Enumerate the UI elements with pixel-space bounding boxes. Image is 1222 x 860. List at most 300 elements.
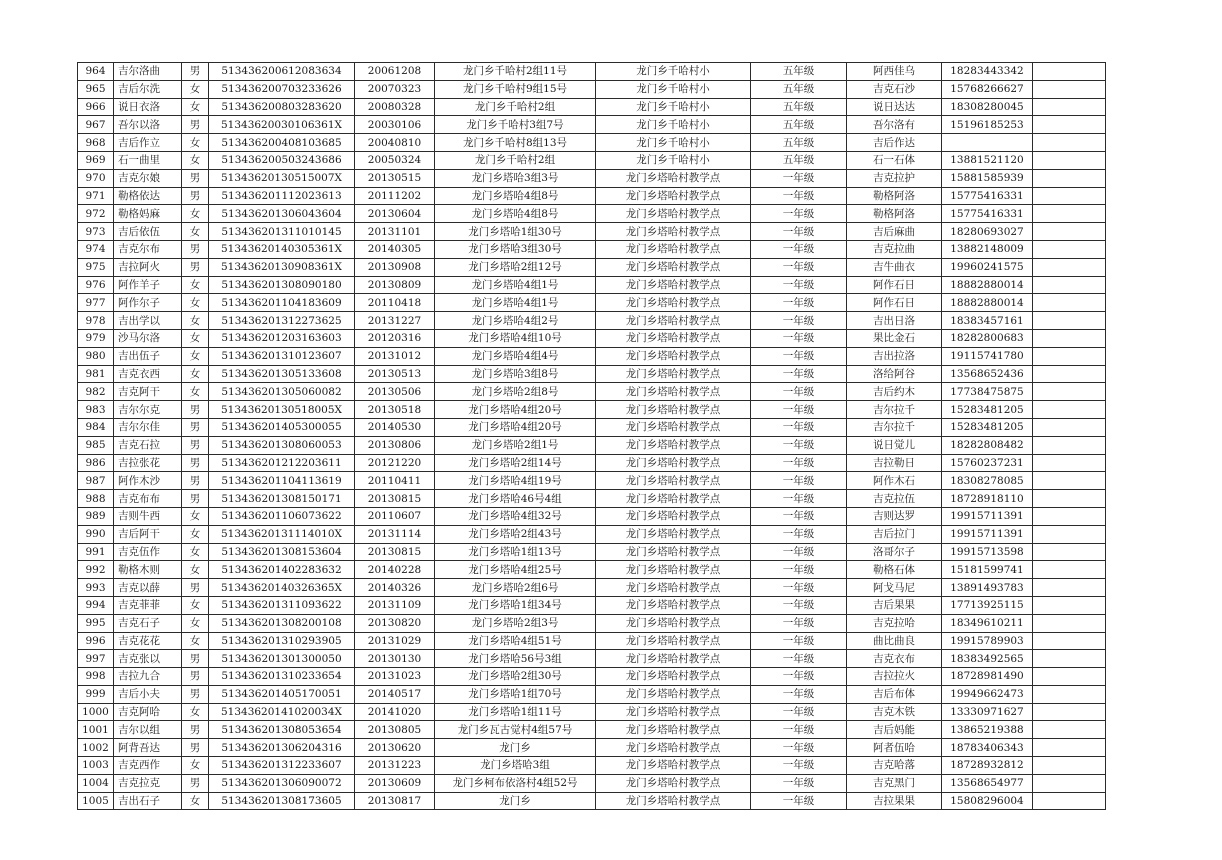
empty-cell xyxy=(1033,596,1106,614)
address-cell: 龙门乡塔哈3组8号 xyxy=(435,365,596,383)
grade-cell: 一年级 xyxy=(751,258,847,276)
birth-date-cell: 20130515 xyxy=(355,169,435,187)
school-cell: 龙门乡千哈村小 xyxy=(596,134,751,152)
phone-number-cell: 17738475875 xyxy=(942,383,1033,401)
birth-date-cell: 20130806 xyxy=(355,436,435,454)
row-number-cell: 965 xyxy=(78,80,114,98)
grade-cell: 一年级 xyxy=(751,507,847,525)
school-cell: 龙门乡塔哈村教学点 xyxy=(596,632,751,650)
gender-cell: 女 xyxy=(182,614,209,632)
school-cell: 龙门乡塔哈村教学点 xyxy=(596,685,751,703)
grade-cell: 一年级 xyxy=(751,703,847,721)
id-number-cell: 513436200408103685 xyxy=(209,134,355,152)
row-number-cell: 966 xyxy=(78,98,114,116)
id-number-cell: 513436201104183609 xyxy=(209,294,355,312)
row-number-cell: 982 xyxy=(78,383,114,401)
phone-number-cell: 18728918110 xyxy=(942,490,1033,508)
empty-cell xyxy=(1033,668,1106,686)
guardian-name-cell: 吉克木铁 xyxy=(847,703,942,721)
phone-number-cell: 18383457161 xyxy=(942,312,1033,330)
id-number-cell: 513436201312273625 xyxy=(209,312,355,330)
guardian-name-cell: 吉克衣布 xyxy=(847,650,942,668)
gender-cell: 女 xyxy=(182,329,209,347)
address-cell: 龙门乡塔哈1组11号 xyxy=(435,703,596,721)
row-number-cell: 1004 xyxy=(78,774,114,792)
grade-cell: 五年级 xyxy=(751,80,847,98)
table-row xyxy=(78,579,1106,597)
guardian-name-cell: 吉拉果果 xyxy=(847,792,942,810)
address-cell: 龙门乡塔哈3组3号 xyxy=(435,169,596,187)
phone-number-cell: 18728932812 xyxy=(942,757,1033,775)
row-number-cell: 984 xyxy=(78,418,114,436)
address-cell: 龙门乡 xyxy=(435,792,596,810)
address-cell: 龙门乡塔哈4组51号 xyxy=(435,632,596,650)
grade-cell: 一年级 xyxy=(751,365,847,383)
address-cell: 龙门乡千哈村2组11号 xyxy=(435,63,596,81)
birth-date-cell: 20130620 xyxy=(355,739,435,757)
birth-date-cell: 20130609 xyxy=(355,774,435,792)
gender-cell: 男 xyxy=(182,579,209,597)
school-cell: 龙门乡千哈村小 xyxy=(596,80,751,98)
address-cell: 龙门乡塔哈1组30号 xyxy=(435,223,596,241)
row-number-cell: 992 xyxy=(78,561,114,579)
empty-cell xyxy=(1033,169,1106,187)
table-row xyxy=(78,240,1106,258)
student-name-cell: 吉尔尔佳 xyxy=(114,418,182,436)
grade-cell: 一年级 xyxy=(751,312,847,330)
table-row xyxy=(78,490,1106,508)
grade-cell: 一年级 xyxy=(751,454,847,472)
student-name-cell: 吉克尔娘 xyxy=(114,169,182,187)
student-name-cell: 吉克菲菲 xyxy=(114,596,182,614)
student-name-cell: 阿作尔子 xyxy=(114,294,182,312)
empty-cell xyxy=(1033,543,1106,561)
row-number-cell: 990 xyxy=(78,525,114,543)
empty-cell xyxy=(1033,116,1106,134)
address-cell: 龙门乡千哈村3组7号 xyxy=(435,116,596,134)
gender-cell: 女 xyxy=(182,294,209,312)
birth-date-cell: 20130805 xyxy=(355,721,435,739)
grade-cell: 一年级 xyxy=(751,169,847,187)
birth-date-cell: 20131223 xyxy=(355,757,435,775)
birth-date-cell: 20130130 xyxy=(355,650,435,668)
id-number-cell: 513436201310293905 xyxy=(209,632,355,650)
grade-cell: 一年级 xyxy=(751,205,847,223)
id-number-cell: 513436201308153604 xyxy=(209,543,355,561)
phone-number-cell: 19115741780 xyxy=(942,347,1033,365)
table-row xyxy=(78,80,1106,98)
gender-cell: 男 xyxy=(182,685,209,703)
id-number-cell: 513436201310123607 xyxy=(209,347,355,365)
id-number-cell: 513436201306043604 xyxy=(209,205,355,223)
school-cell: 龙门乡塔哈村教学点 xyxy=(596,347,751,365)
empty-cell xyxy=(1033,294,1106,312)
row-number-cell: 977 xyxy=(78,294,114,312)
grade-cell: 一年级 xyxy=(751,436,847,454)
birth-date-cell: 20140228 xyxy=(355,561,435,579)
empty-cell xyxy=(1033,98,1106,116)
phone-number-cell: 19915713598 xyxy=(942,543,1033,561)
id-number-cell: 513436201308090180 xyxy=(209,276,355,294)
guardian-name-cell: 阿作石日 xyxy=(847,276,942,294)
guardian-name-cell: 吉后作达 xyxy=(847,134,942,152)
address-cell: 龙门乡塔哈2组3号 xyxy=(435,614,596,632)
phone-number-cell: 15181599741 xyxy=(942,561,1033,579)
school-cell: 龙门乡塔哈村教学点 xyxy=(596,436,751,454)
grade-cell: 一年级 xyxy=(751,774,847,792)
table-row xyxy=(78,525,1106,543)
empty-cell xyxy=(1033,418,1106,436)
school-cell: 龙门乡塔哈村教学点 xyxy=(596,294,751,312)
student-name-cell: 吉克张以 xyxy=(114,650,182,668)
empty-cell xyxy=(1033,757,1106,775)
row-number-cell: 979 xyxy=(78,329,114,347)
table-row xyxy=(78,134,1106,152)
row-number-cell: 1005 xyxy=(78,792,114,810)
grade-cell: 一年级 xyxy=(751,650,847,668)
student-name-cell: 吉克尔布 xyxy=(114,240,182,258)
birth-date-cell: 20131029 xyxy=(355,632,435,650)
table-row xyxy=(78,543,1106,561)
student-name-cell: 吉克阿哈 xyxy=(114,703,182,721)
table-row xyxy=(78,205,1106,223)
row-number-cell: 968 xyxy=(78,134,114,152)
empty-cell xyxy=(1033,614,1106,632)
student-name-cell: 勒格依达 xyxy=(114,187,182,205)
guardian-name-cell: 阿戈马尼 xyxy=(847,579,942,597)
birth-date-cell: 20130809 xyxy=(355,276,435,294)
phone-number-cell: 15760237231 xyxy=(942,454,1033,472)
school-cell: 龙门乡塔哈村教学点 xyxy=(596,454,751,472)
id-number-cell: 513436201312233607 xyxy=(209,757,355,775)
roster-body xyxy=(78,63,1106,810)
phone-number-cell: 15881585939 xyxy=(942,169,1033,187)
grade-cell: 一年级 xyxy=(751,383,847,401)
id-number-cell: 513436201305060082 xyxy=(209,383,355,401)
empty-cell xyxy=(1033,365,1106,383)
school-cell: 龙门乡塔哈村教学点 xyxy=(596,383,751,401)
birth-date-cell: 20111202 xyxy=(355,187,435,205)
table-row xyxy=(78,472,1106,490)
id-number-cell: 513436200503243686 xyxy=(209,151,355,169)
address-cell: 龙门乡塔哈1组70号 xyxy=(435,685,596,703)
student-name-cell: 吉尔以组 xyxy=(114,721,182,739)
row-number-cell: 996 xyxy=(78,632,114,650)
id-number-cell: 513436201203163603 xyxy=(209,329,355,347)
school-cell: 龙门乡塔哈村教学点 xyxy=(596,525,751,543)
id-number-cell: 513436201308200108 xyxy=(209,614,355,632)
phone-number-cell: 19949662473 xyxy=(942,685,1033,703)
grade-cell: 一年级 xyxy=(751,294,847,312)
row-number-cell: 998 xyxy=(78,668,114,686)
table-row xyxy=(78,792,1106,810)
address-cell: 龙门乡塔哈3组 xyxy=(435,757,596,775)
table-row xyxy=(78,436,1106,454)
empty-cell xyxy=(1033,490,1106,508)
gender-cell: 女 xyxy=(182,312,209,330)
phone-number-cell: 18349610211 xyxy=(942,614,1033,632)
birth-date-cell: 20050324 xyxy=(355,151,435,169)
grade-cell: 一年级 xyxy=(751,668,847,686)
student-name-cell: 吉拉九合 xyxy=(114,668,182,686)
school-cell: 龙门乡塔哈村教学点 xyxy=(596,774,751,792)
address-cell: 龙门乡塔哈2组14号 xyxy=(435,454,596,472)
table-row xyxy=(78,312,1106,330)
address-cell: 龙门乡塔哈4组8号 xyxy=(435,187,596,205)
address-cell: 龙门乡塔哈2组30号 xyxy=(435,668,596,686)
gender-cell: 男 xyxy=(182,258,209,276)
birth-date-cell: 20130820 xyxy=(355,614,435,632)
gender-cell: 女 xyxy=(182,525,209,543)
row-number-cell: 971 xyxy=(78,187,114,205)
grade-cell: 一年级 xyxy=(751,721,847,739)
guardian-name-cell: 果比金石 xyxy=(847,329,942,347)
phone-number-cell: 18282800683 xyxy=(942,329,1033,347)
school-cell: 龙门乡塔哈村教学点 xyxy=(596,490,751,508)
table-row xyxy=(78,365,1106,383)
gender-cell: 男 xyxy=(182,668,209,686)
guardian-name-cell: 吉克石沙 xyxy=(847,80,942,98)
school-cell: 龙门乡塔哈村教学点 xyxy=(596,258,751,276)
gender-cell: 男 xyxy=(182,401,209,419)
phone-number-cell: 13865219388 xyxy=(942,721,1033,739)
guardian-name-cell: 吉克拉哈 xyxy=(847,614,942,632)
id-number-cell: 513436201310233654 xyxy=(209,668,355,686)
gender-cell: 男 xyxy=(182,63,209,81)
row-number-cell: 1001 xyxy=(78,721,114,739)
empty-cell xyxy=(1033,579,1106,597)
id-number-cell: 513436201104113619 xyxy=(209,472,355,490)
table-row xyxy=(78,383,1106,401)
empty-cell xyxy=(1033,792,1106,810)
id-number-cell: 513436201106073622 xyxy=(209,507,355,525)
address-cell: 龙门乡塔哈2组12号 xyxy=(435,258,596,276)
grade-cell: 一年级 xyxy=(751,276,847,294)
student-name-cell: 吉克衣西 xyxy=(114,365,182,383)
address-cell: 龙门乡塔哈4组10号 xyxy=(435,329,596,347)
phone-number-cell: 15768266627 xyxy=(942,80,1033,98)
id-number-cell: 513436201308060053 xyxy=(209,436,355,454)
table-row xyxy=(78,169,1106,187)
guardian-name-cell: 阿作石日 xyxy=(847,294,942,312)
school-cell: 龙门乡塔哈村教学点 xyxy=(596,418,751,436)
grade-cell: 一年级 xyxy=(751,614,847,632)
id-number-cell: 513436201306204316 xyxy=(209,739,355,757)
table-row xyxy=(78,632,1106,650)
table-row xyxy=(78,757,1106,775)
guardian-name-cell: 吾尔洛有 xyxy=(847,116,942,134)
grade-cell: 一年级 xyxy=(751,685,847,703)
student-name-cell: 阿作羊子 xyxy=(114,276,182,294)
table-row xyxy=(78,347,1106,365)
gender-cell: 男 xyxy=(182,418,209,436)
empty-cell xyxy=(1033,739,1106,757)
id-number-cell: 51343620141020034X xyxy=(209,703,355,721)
student-name-cell: 说日衣洛 xyxy=(114,98,182,116)
table-row xyxy=(78,151,1106,169)
row-number-cell: 999 xyxy=(78,685,114,703)
row-number-cell: 1002 xyxy=(78,739,114,757)
empty-cell xyxy=(1033,187,1106,205)
student-name-cell: 石一曲里 xyxy=(114,151,182,169)
empty-cell xyxy=(1033,507,1106,525)
student-name-cell: 吉尔洛曲 xyxy=(114,63,182,81)
table-row xyxy=(78,116,1106,134)
gender-cell: 男 xyxy=(182,490,209,508)
row-number-cell: 985 xyxy=(78,436,114,454)
row-number-cell: 987 xyxy=(78,472,114,490)
student-name-cell: 吉克拉克 xyxy=(114,774,182,792)
guardian-name-cell: 吉后果果 xyxy=(847,596,942,614)
address-cell: 龙门乡塔哈4组25号 xyxy=(435,561,596,579)
phone-number-cell: 15283481205 xyxy=(942,401,1033,419)
address-cell: 龙门乡瓦古觉村4组57号 xyxy=(435,721,596,739)
gender-cell: 女 xyxy=(182,223,209,241)
table-row xyxy=(78,739,1106,757)
phone-number-cell: 18280693027 xyxy=(942,223,1033,241)
guardian-name-cell: 吉后布体 xyxy=(847,685,942,703)
id-number-cell: 513436201402283632 xyxy=(209,561,355,579)
phone-number-cell: 19915789903 xyxy=(942,632,1033,650)
phone-number-cell: 18728981490 xyxy=(942,668,1033,686)
student-name-cell: 阿背吾达 xyxy=(114,739,182,757)
guardian-name-cell: 吉克拉护 xyxy=(847,169,942,187)
birth-date-cell: 20130817 xyxy=(355,792,435,810)
id-number-cell: 513436201212203611 xyxy=(209,454,355,472)
guardian-name-cell: 吉尔拉千 xyxy=(847,418,942,436)
guardian-name-cell: 吉后拉门 xyxy=(847,525,942,543)
id-number-cell: 51343620130518005X xyxy=(209,401,355,419)
guardian-name-cell: 吉拉拉火 xyxy=(847,668,942,686)
grade-cell: 五年级 xyxy=(751,134,847,152)
birth-date-cell: 20141020 xyxy=(355,703,435,721)
grade-cell: 五年级 xyxy=(751,63,847,81)
guardian-name-cell: 吉出日洛 xyxy=(847,312,942,330)
gender-cell: 女 xyxy=(182,365,209,383)
birth-date-cell: 20130506 xyxy=(355,383,435,401)
school-cell: 龙门乡千哈村小 xyxy=(596,151,751,169)
guardian-name-cell: 阿西佳乌 xyxy=(847,63,942,81)
guardian-name-cell: 吉拉勒日 xyxy=(847,454,942,472)
school-cell: 龙门乡塔哈村教学点 xyxy=(596,223,751,241)
phone-number-cell: 18282808482 xyxy=(942,436,1033,454)
empty-cell xyxy=(1033,276,1106,294)
phone-number-cell: 18308280045 xyxy=(942,98,1033,116)
student-name-cell: 吉克阿干 xyxy=(114,383,182,401)
guardian-name-cell: 吉后妈能 xyxy=(847,721,942,739)
birth-date-cell: 20110411 xyxy=(355,472,435,490)
empty-cell xyxy=(1033,383,1106,401)
address-cell: 龙门乡塔哈4组4号 xyxy=(435,347,596,365)
guardian-name-cell: 吉克拉伍 xyxy=(847,490,942,508)
grade-cell: 一年级 xyxy=(751,632,847,650)
id-number-cell: 51343620131114010X xyxy=(209,525,355,543)
id-number-cell: 51343620140326365X xyxy=(209,579,355,597)
student-name-cell: 阿作木沙 xyxy=(114,472,182,490)
address-cell: 龙门乡塔哈4组2号 xyxy=(435,312,596,330)
grade-cell: 一年级 xyxy=(751,347,847,365)
row-number-cell: 1000 xyxy=(78,703,114,721)
grade-cell: 一年级 xyxy=(751,401,847,419)
school-cell: 龙门乡千哈村小 xyxy=(596,98,751,116)
row-number-cell: 978 xyxy=(78,312,114,330)
student-name-cell: 吉后阿干 xyxy=(114,525,182,543)
phone-number-cell: 13891493783 xyxy=(942,579,1033,597)
student-roster-table xyxy=(77,62,1106,810)
row-number-cell: 991 xyxy=(78,543,114,561)
phone-number-cell: 18283443342 xyxy=(942,63,1033,81)
guardian-name-cell: 洛哥尔子 xyxy=(847,543,942,561)
id-number-cell: 51343620140305361X xyxy=(209,240,355,258)
phone-number-cell: 19915711391 xyxy=(942,507,1033,525)
school-cell: 龙门乡塔哈村教学点 xyxy=(596,703,751,721)
student-name-cell: 吉克花花 xyxy=(114,632,182,650)
grade-cell: 一年级 xyxy=(751,490,847,508)
empty-cell xyxy=(1033,63,1106,81)
grade-cell: 一年级 xyxy=(751,525,847,543)
gender-cell: 男 xyxy=(182,187,209,205)
empty-cell xyxy=(1033,436,1106,454)
phone-number-cell: 15196185253 xyxy=(942,116,1033,134)
phone-number-cell: 18882880014 xyxy=(942,294,1033,312)
address-cell: 龙门乡柯布依洛村4组52号 xyxy=(435,774,596,792)
school-cell: 龙门乡塔哈村教学点 xyxy=(596,472,751,490)
address-cell: 龙门乡塔哈4组20号 xyxy=(435,418,596,436)
grade-cell: 五年级 xyxy=(751,116,847,134)
address-cell: 龙门乡塔哈4组20号 xyxy=(435,401,596,419)
birth-date-cell: 20130518 xyxy=(355,401,435,419)
gender-cell: 男 xyxy=(182,454,209,472)
guardian-name-cell: 曲比曲良 xyxy=(847,632,942,650)
table-row xyxy=(78,63,1106,81)
student-name-cell: 吉出学以 xyxy=(114,312,182,330)
empty-cell xyxy=(1033,223,1106,241)
student-name-cell: 吉克布布 xyxy=(114,490,182,508)
guardian-name-cell: 吉尔拉千 xyxy=(847,401,942,419)
grade-cell: 五年级 xyxy=(751,98,847,116)
gender-cell: 女 xyxy=(182,205,209,223)
row-number-cell: 972 xyxy=(78,205,114,223)
gender-cell: 男 xyxy=(182,240,209,258)
phone-number-cell: 19960241575 xyxy=(942,258,1033,276)
student-name-cell: 吉后尔洗 xyxy=(114,80,182,98)
gender-cell: 女 xyxy=(182,134,209,152)
guardian-name-cell: 吉出拉洛 xyxy=(847,347,942,365)
birth-date-cell: 20070323 xyxy=(355,80,435,98)
phone-number-cell: 15808296004 xyxy=(942,792,1033,810)
gender-cell: 女 xyxy=(182,703,209,721)
school-cell: 龙门乡塔哈村教学点 xyxy=(596,792,751,810)
birth-date-cell: 20030106 xyxy=(355,116,435,134)
gender-cell: 女 xyxy=(182,561,209,579)
empty-cell xyxy=(1033,151,1106,169)
grade-cell: 一年级 xyxy=(751,223,847,241)
student-name-cell: 吉出石子 xyxy=(114,792,182,810)
row-number-cell: 988 xyxy=(78,490,114,508)
school-cell: 龙门乡塔哈村教学点 xyxy=(596,276,751,294)
gender-cell: 女 xyxy=(182,151,209,169)
birth-date-cell: 20080328 xyxy=(355,98,435,116)
address-cell: 龙门乡塔哈4组1号 xyxy=(435,294,596,312)
grade-cell: 一年级 xyxy=(751,757,847,775)
phone-number-cell: 18308278085 xyxy=(942,472,1033,490)
birth-date-cell: 20140530 xyxy=(355,418,435,436)
address-cell: 龙门乡塔哈1组13号 xyxy=(435,543,596,561)
gender-cell: 女 xyxy=(182,80,209,98)
id-number-cell: 513436200803283620 xyxy=(209,98,355,116)
student-name-cell: 勒格妈麻 xyxy=(114,205,182,223)
school-cell: 龙门乡塔哈村教学点 xyxy=(596,614,751,632)
